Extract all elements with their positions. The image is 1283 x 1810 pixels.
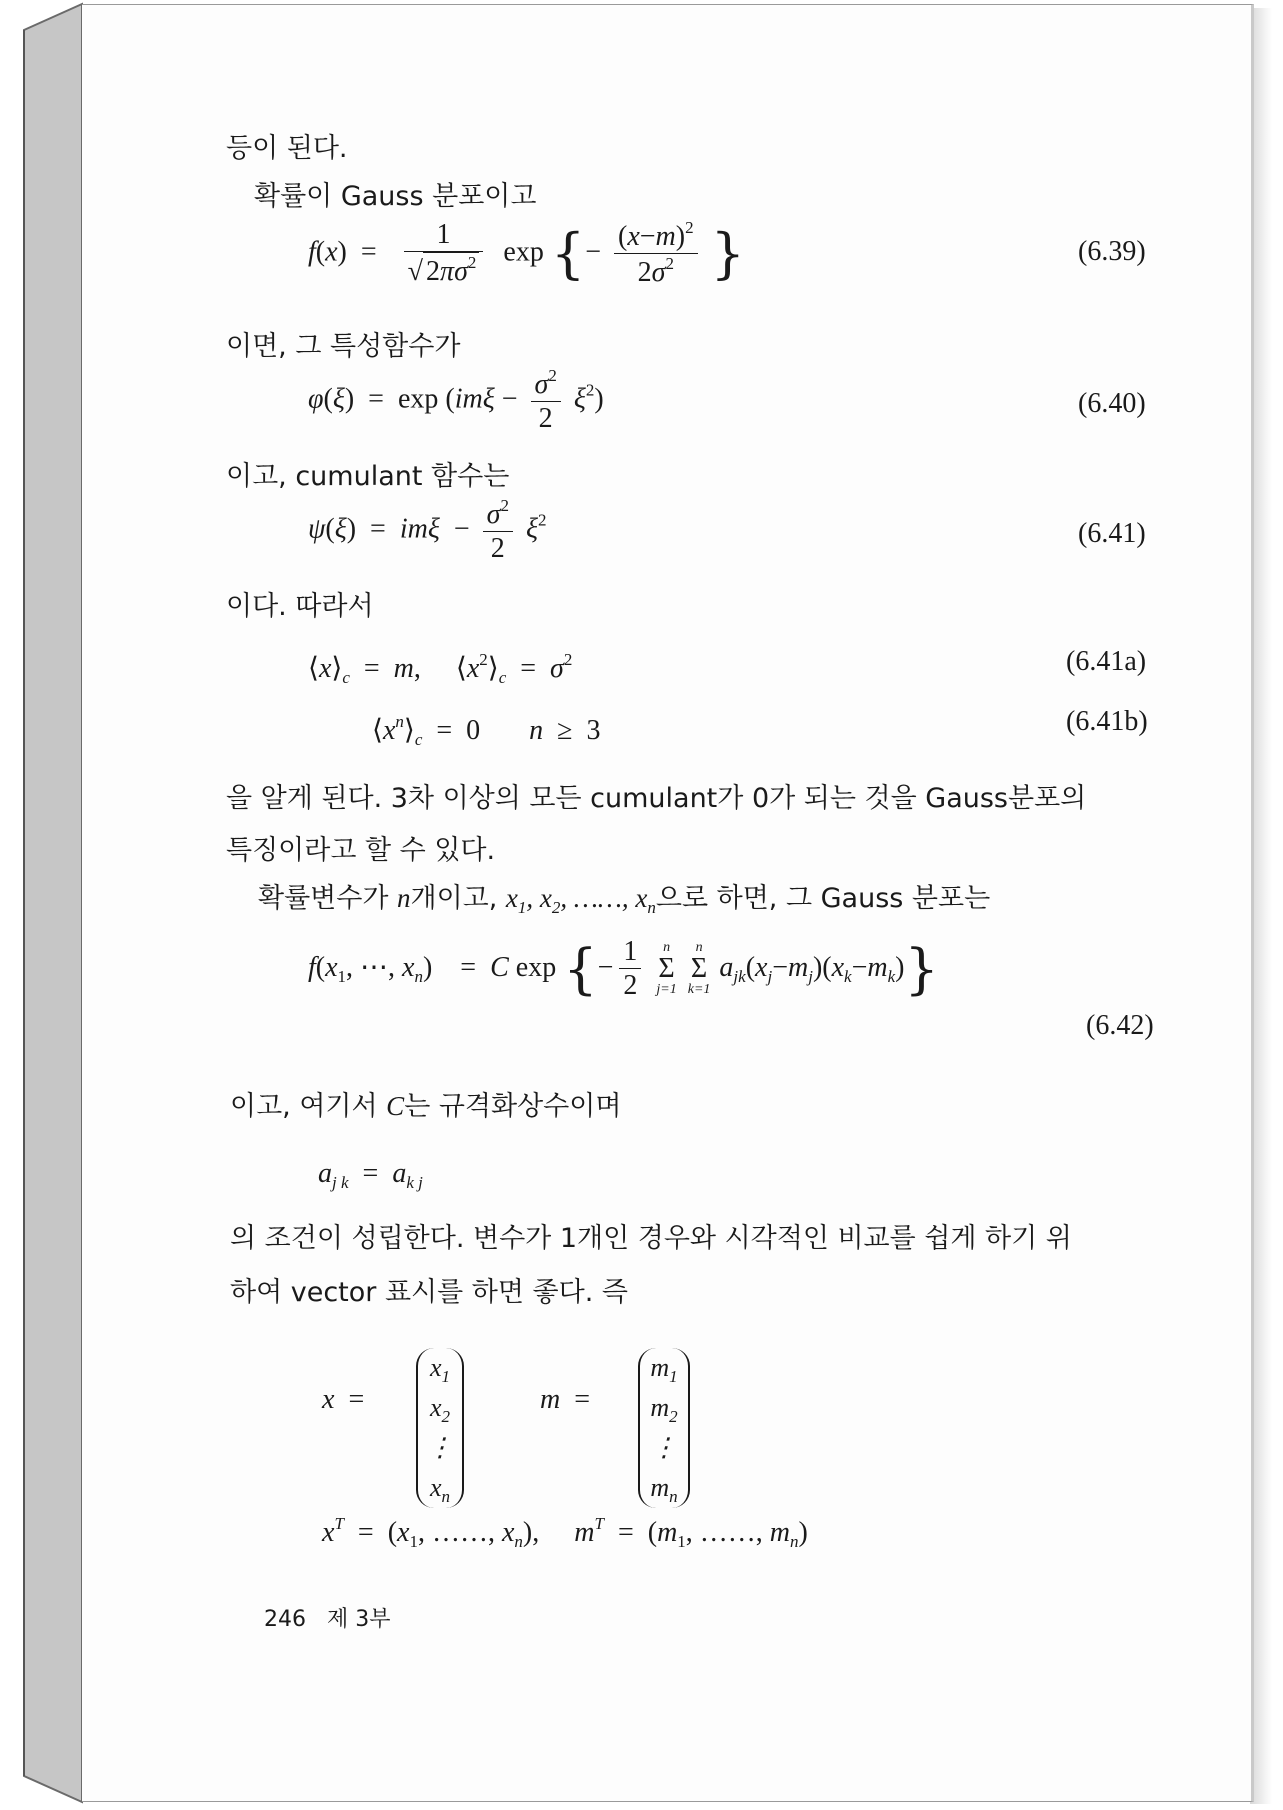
text-line-6: 을 알게 된다. 3차 이상의 모든 cumulant가 0가 되는 것을 Gauss분포의 (226, 783, 1087, 814)
page-footer (264, 1602, 390, 1633)
book-spine (0, 0, 84, 1806)
text-line-11: 하여 vector 표시를 하면 좋다. 즉 (230, 1277, 628, 1308)
symmetry-condition: $a_{j k} = a_{k j}$ (318, 1158, 423, 1192)
book-spine-shape (0, 0, 84, 1806)
text-line-8 (258, 876, 990, 918)
equation-6-41: ψ(ξ) = imξ − $\frac{\sigma^2}{2}$ $\xi^2$ (308, 496, 547, 565)
text-line-10: 의 조건이 성립한다. 변수가 1개인 경우와 시각적인 비교를 쉽게 하기 위 (230, 1223, 1072, 1254)
vector-m-label: m = (540, 1384, 591, 1415)
text-line-5: 이다. 따라서 (226, 591, 374, 622)
text-line-9-c: C (386, 1091, 405, 1121)
equation-number-6-40: (6.40) (1078, 388, 1146, 419)
text-line-2: 확률이 Gauss 분포이고 (254, 181, 537, 212)
text-line-8-n: n (397, 883, 411, 913)
text-line-1: 등이 된다. (226, 133, 348, 164)
text-line-9-start: 이고, 여기서 (230, 1091, 387, 1122)
equation-number-6-41: (6.41) (1078, 518, 1146, 549)
equation-number-6-41b: (6.41b) (1066, 706, 1148, 737)
text-line-8-start: 확률변수가 (258, 883, 397, 914)
equation-6-39: f(x) = $\frac{1}{√ 2\pi\sigma^2}$ exp {− $\frac{(x-m)^2}{2\sigma^2}$ } (308, 218, 745, 289)
text-line-8-end: 으로 하면, 그 Gauss 분포는 (655, 883, 991, 914)
equation-6-41b: $⟨x^n⟩_c = 0$ n ≥ 3 (372, 712, 601, 749)
equation-number-6-42: (6.42) (1086, 1010, 1154, 1041)
section-label: 제 3부 (326, 1607, 391, 1632)
vector-m-matrix: $m_1$ $m_2$ ⋮ $m_n$ (638, 1348, 690, 1508)
transpose-vectors: $x^T = (x_1$, ……, $x_n$), $m^T = (m_1$, ……, $m_n$) (322, 1514, 808, 1551)
page-number: 246 (264, 1607, 306, 1632)
equation-6-42: $f(x_1$, ⋯, $x_n$) = C exp {− $\frac{1}{2}$ n Σ j=1 n Σ k=1 $a_{jk}(x_j-m_j)(x_k-m_k)$} (308, 936, 939, 1002)
variable-list: $x_1$, $x_2$, ……, $x_n$ (505, 883, 656, 917)
equation-6-40: φ(ξ) = exp (imξ − $\frac{\sigma^2}{2}$ $\xi^2$) (308, 366, 604, 435)
text-line-9 (230, 1084, 621, 1123)
text-line-7: 특징이라고 할 수 있다. (226, 835, 496, 866)
vector-x-label: x = (322, 1384, 365, 1415)
text-line-4: 이고, cumulant 함수는 (226, 461, 510, 492)
equation-6-41a: $⟨x⟩_c = m$, $⟨x^2⟩_c = \sigma^2$ (308, 650, 573, 687)
text-line-9-end: 는 규격화상수이며 (404, 1091, 622, 1122)
equation-number-6-39: (6.39) (1078, 236, 1146, 267)
vector-x-matrix: $x_1$ $x_2$ ⋮ $x_n$ (416, 1348, 464, 1508)
equation-number-6-41a: (6.41a) (1066, 646, 1147, 677)
text-line-8-mid: 개이고, (410, 883, 506, 914)
text-line-3: 이면, 그 특성함수가 (226, 331, 461, 362)
